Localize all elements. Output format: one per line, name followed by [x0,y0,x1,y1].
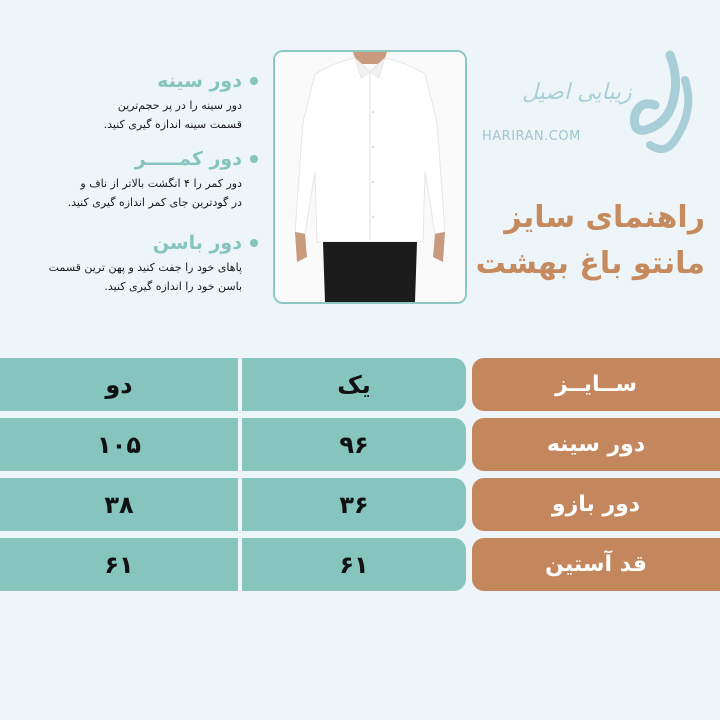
row-label: دور سینه [472,418,720,471]
text-line: در گودترین جای کمر اندازه گیری کنید. [67,196,242,209]
row-label: دور بازو [472,478,720,531]
brand-tagline: زیبایی اصیل [522,80,632,105]
instruction-text [0,174,258,212]
header-size-one: یک [242,358,466,411]
instruction-chest [0,70,258,134]
heading-text: دور سینه [157,70,242,92]
instruction-heading [0,70,258,92]
table-row [0,538,720,591]
instruction-text [0,258,258,296]
row-label: قد آستین [472,538,720,591]
table-row [0,478,720,531]
value-size-one: ۹۶ [242,418,466,471]
header-size-two: دو [0,358,238,411]
heading-text: دور باسن [152,232,242,254]
title-line-1: راهنمای سایز [504,200,705,235]
text-line: باسن خود را اندازه گیری کنید. [104,280,242,293]
text-line: دور سینه را در پر حجم‌ترین [117,99,242,112]
brand-logo [482,50,700,160]
instruction-hip [0,232,258,296]
bullet-icon [250,239,258,247]
hariran-calligraphy-logo-icon [630,50,700,160]
text-line: پاهای خود را جفت کنید و پهن ترین قسمت [48,261,242,274]
instruction-heading [0,148,258,170]
heading-text: دور کمـــــر [134,148,242,170]
text-line: قسمت سینه اندازه گیری کنید. [103,118,242,131]
title-line-2: مانتو باغ بهشت [475,246,705,281]
value-size-one: ۶۱ [242,538,466,591]
product-photo [273,50,467,304]
header-size-label: ســایــز [472,358,720,411]
value-size-one: ۳۶ [242,478,466,531]
table-header-row [0,358,720,411]
page-title [476,195,705,287]
brand-url: HARIRAN.COM [482,129,581,144]
text-line: دور کمر را ۴ انگشت بالاتر از ناف و [80,177,242,190]
bullet-icon [250,155,258,163]
white-shirt-model-image [275,52,465,302]
value-size-two: ۳۸ [0,478,238,531]
instruction-waist [0,148,258,212]
table-row [0,418,720,471]
bullet-icon [250,77,258,85]
instruction-text [0,96,258,134]
instruction-heading [0,232,258,254]
value-size-two: ۱۰۵ [0,418,238,471]
value-size-two: ۶۱ [0,538,238,591]
